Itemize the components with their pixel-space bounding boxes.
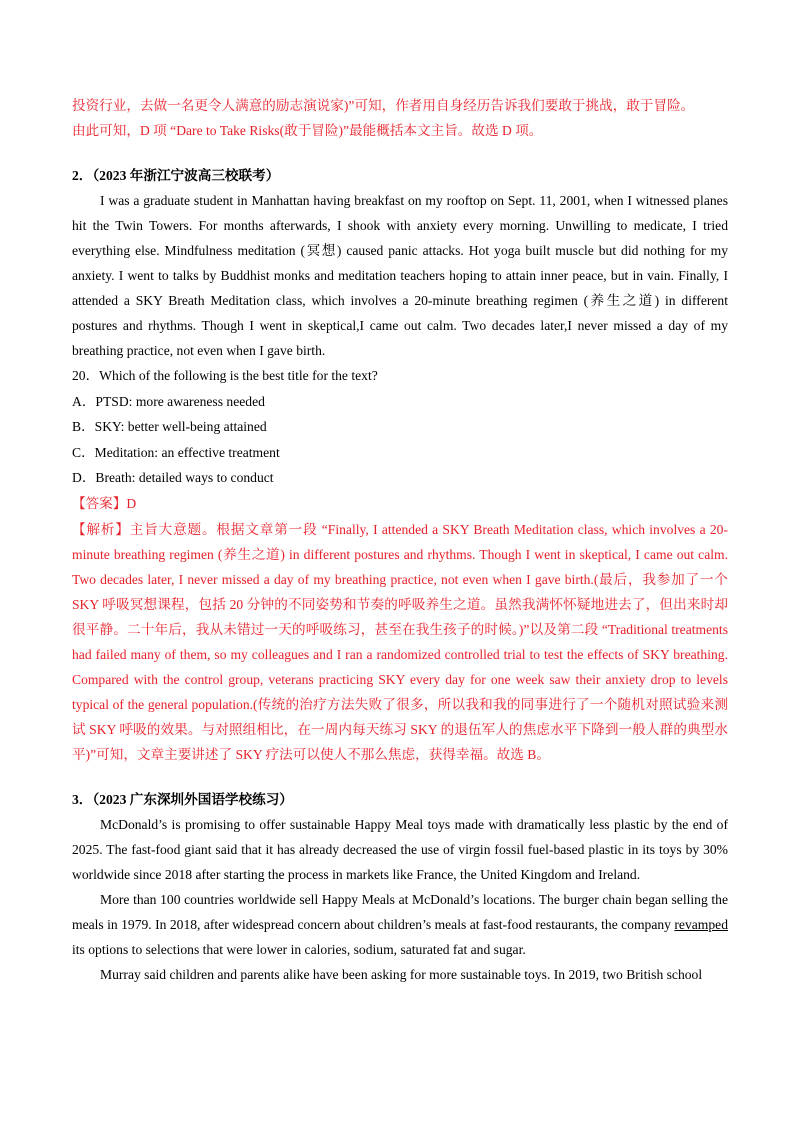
option-a: A．PTSD: more awareness needed <box>72 393 265 409</box>
previous-explanation-line-2: 由此可知，D 项 “Dare to Take Risks(敢于冒险)”最能概括本文主旨。故选 D 项。 <box>72 123 543 138</box>
option-c: C．Meditation: an effective treatment <box>72 444 280 460</box>
analysis-text: 【解析】主旨大意题。根据文章第一段 “Finally, I attended a SKY Breath Meditation class, which involves a 20-minute breathing regimen (养生之道) in different postures and rhythms. Though I went in skeptical, I came out calm. Two decades later, I never missed a day of my breathing practice, not even when I gave birth.(最后，我参加了一个 SKY 呼吸冥想课程，包括 20 分钟的不同姿势和节奏的呼吸养生之道。虽然我满怀怀疑地进去了，但出来时却很平静。二十年后，我从未错过一天的呼吸练习，甚至在我生孩子的时候。)”以及第二段 “Traditional treatments had failed many of them, so my colleagues and I ran a randomized controlled trial to test the effects of SKY breathing. Compared with the control group, veterans practicing SKY every day for one week saw their anxiety drop to levels typical of the general population.(传统的治疗方法失败了很多，所以我和我的同事进行了一个随机对照试验来测试 SKY 呼吸的效果。与对照组相比，在一周内每天练习 SKY 的退伍军人的焦虑水平下降到一般人群的典型水平)”可知，文章主要讲述了 SKY 疗法可以使人不那么焦虑，获得幸福。故选 B。 <box>72 521 728 762</box>
option-b: B．SKY: better well-being attained <box>72 419 267 435</box>
option-d: D．Breath: detailed ways to conduct <box>72 470 274 486</box>
question-3-paragraph-3: Murray said children and parents alike have been asking for more sustainable toys. In 2019, two British school <box>100 966 703 982</box>
spacer <box>72 767 728 787</box>
spacer <box>72 143 728 163</box>
question-3-paragraph-2 <box>72 887 728 962</box>
question-3-heading: 3．（2023 广东深圳外国语学校练习） <box>72 791 293 807</box>
document-page <box>72 93 728 987</box>
underlined-word-revamped: revamped <box>674 916 728 932</box>
question-20-stem: 20．Which of the following is the best title for the text? <box>72 368 378 383</box>
paragraph-2-text-after: its options to selections that were lower in calories, sodium, saturated fat and sugar. <box>72 941 526 957</box>
previous-explanation-line-1: 投资行业，去做一名更令人满意的励志演说家)”可知，作者用自身经历告诉我们要敢于挑战，敢于冒险。 <box>72 98 695 113</box>
answer-label: 【答案】D <box>72 495 137 511</box>
paragraph-2-text-before: More than 100 countries worldwide sell Happy Meals at McDonald’s locations. The burger chain began selling the meals in 1979. In 2018, after widespread concern about children’s meals at fast-food restaurants, the company <box>72 891 728 932</box>
question-2-heading: 2．（2023 年浙江宁波高三校联考） <box>72 168 280 183</box>
question-3-paragraph-1: McDonald’s is promising to offer sustainable Happy Meal toys made with dramatically less plastic by the end of 2025. The fast-food giant said that it has already decreased the use of virgin fossil fuel-based plastic in its toys by 30% worldwide since 2018 after starting the process in markets like France, the United Kingdom and Ireland. <box>72 816 728 882</box>
question-2-passage: I was a graduate student in Manhattan having breakfast on my rooftop on Sept. 11, 2001, when I witnessed planes hit the Twin Towers. For months afterwards, I shook with anxiety every morning. Unwilling to medicate, I tried everything else. Mindfulness meditation (冥想) caused panic attacks. Hot yoga built muscle but did nothing for my anxiety. I went to talks by Buddhist monks and meditation teachers hoping to attain inner peace, but in vain. Finally, I attended a SKY Breath Meditation class, which involves a 20-minute breathing regimen (养生之道) in different postures and rhythms. Though I went in skeptical,I came out calm. Two decades later,I never missed a day of my breathing practice, not even when I gave birth. <box>72 193 728 358</box>
